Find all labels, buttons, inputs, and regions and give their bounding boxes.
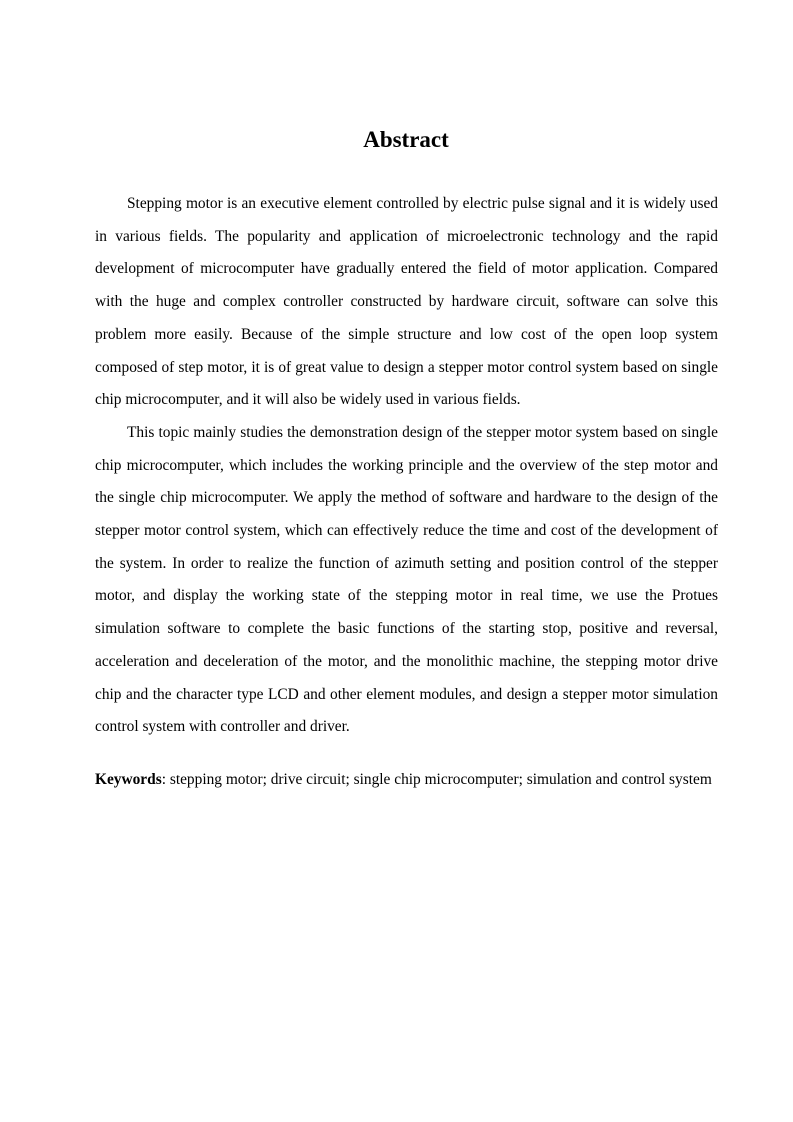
abstract-paragraph-2: This topic mainly studies the demonstration design of the stepper motor system based on single chip microcomputer, which includes the working principle and the overview of the step motor and the single chip microcomputer. We apply the method of software and hardware to the design of the stepper motor control system, which can effectively reduce the time and cost of the development of the system. In order to realize the function of azimuth setting and position control of the stepper motor, and display the working state of the stepping motor in real time, we use the Protues simulation software to complete the basic functions of the starting stop, positive and reversal, acceleration and deceleration of the motor, and the monolithic machine, the stepping motor drive chip and the character type LCD and other element modules, and design a stepper motor simulation control system with controller and driver. <box>95 423 718 736</box>
abstract-paragraph-1: Stepping motor is an executive element controlled by electric pulse signal and it is widely used in various fields. The popularity and application of microelectronic technology and the rapid development of microcomputer have gradually entered the field of motor application. Compared with the huge and complex controller constructed by hardware circuit, software can solve this problem more easily. Because of the simple structure and low cost of the open loop system composed of step motor, it is of great value to design a stepper motor control system based on single chip microcomputer, and it will also be widely used in various fields. <box>95 195 718 409</box>
keywords-label: Keywords <box>95 771 162 788</box>
keywords-text: stepping motor; drive circuit; single chip microcomputer; simulation and control system <box>169 771 712 788</box>
abstract-title: Abstract <box>363 127 449 152</box>
abstract-body <box>95 188 718 744</box>
keywords-section <box>95 768 718 792</box>
keywords-separator: : <box>161 771 170 788</box>
